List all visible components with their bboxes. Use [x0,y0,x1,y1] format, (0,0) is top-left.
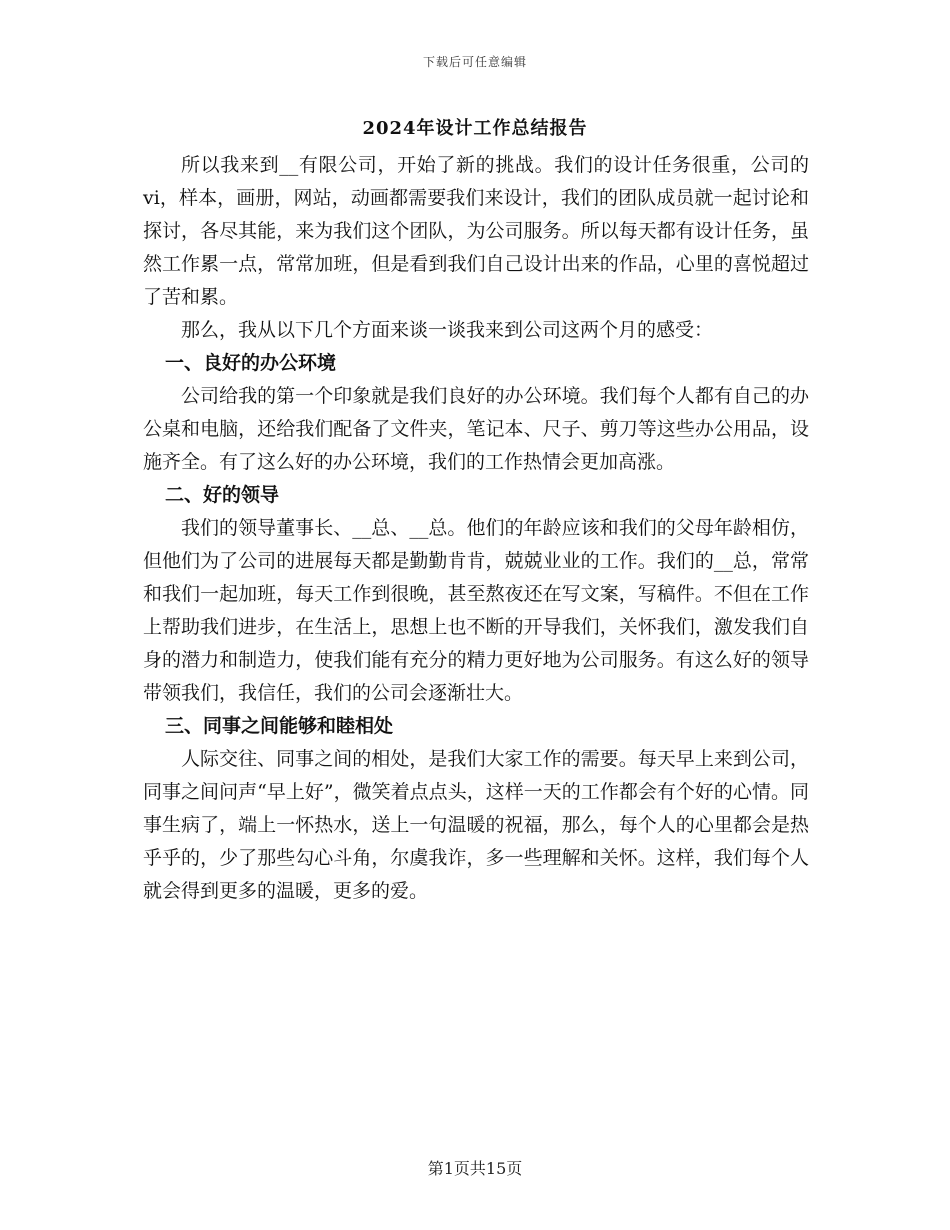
section-heading-office-environment: 一、良好的办公环境 [165,352,337,374]
intro-paragraph: 所以我来到__有限公司，开始了新的挑战。我们的设计任务很重，公司的vi，样本，画册，网站，动画都需要我们来设计，我们的团队成员就一起讨论和探讨，各尽其能，来为我们这个团队，为公司服务。所以每天都有设计任务，虽然工作累一点，常常加班，但是看到我们自己设计出来的作品，心里的喜悦超过了苦和累。 [143,154,809,308]
section2-paragraph: 我们的领导董事长、__总、__总。他们的年龄应该和我们的父母年龄相仿，但他们为了公司的进展每天都是勤勤肯肯，兢兢业业的工作。我们的__总，常常和我们一起加班，每天工作到很晚，甚至熬夜还在写文案，写稿件。不但在工作上帮助我们进步，在生活上，思想上也不断的开导我们，关怀我们，激发我们自身的潜力和制造力，使我们能有充分的精力更好地为公司服务。有这么好的领导带领我们，我信任，我们的公司会逐渐壮大。 [143,517,809,704]
document-body [143,149,809,908]
section1-paragraph: 公司给我的第一个印象就是我们良好的办公环境。我们每个人都有自己的办公桌和电脑，还给我们配备了文件夹，笔记本、尺子、剪刀等这些办公用品，设施齐全。有了这么好的办公环境，我们的工作热情会更加高涨。 [143,385,809,473]
transition-paragraph: 那么，我从以下几个方面来谈一谈我来到公司这两个月的感受： [181,319,714,341]
section-heading-colleagues: 三、同事之间能够和睦相处 [165,715,394,737]
section3-paragraph: 人际交往、同事之间的相处，是我们大家工作的需要。每天早上来到公司，同事之间问声“早上好”，微笑着点点头，这样一天的工作都会有个好的心情。同事生病了，端上一怀热水，送上一句温暖的祝福，那么，每个人的心里都会是热乎乎的，少了那些勾心斗角，尔虞我诈，多一些理解和关怀。这样，我们每个人就会得到更多的温暖，更多的爱。 [143,748,809,902]
page-header-note: 下载后可任意编辑 [422,55,527,69]
section-heading-leadership: 二、好的领导 [165,484,280,506]
page-number-footer: 第1页共15页 [427,1159,523,1178]
document-title: 2024年设计工作总结报告 [362,118,588,139]
